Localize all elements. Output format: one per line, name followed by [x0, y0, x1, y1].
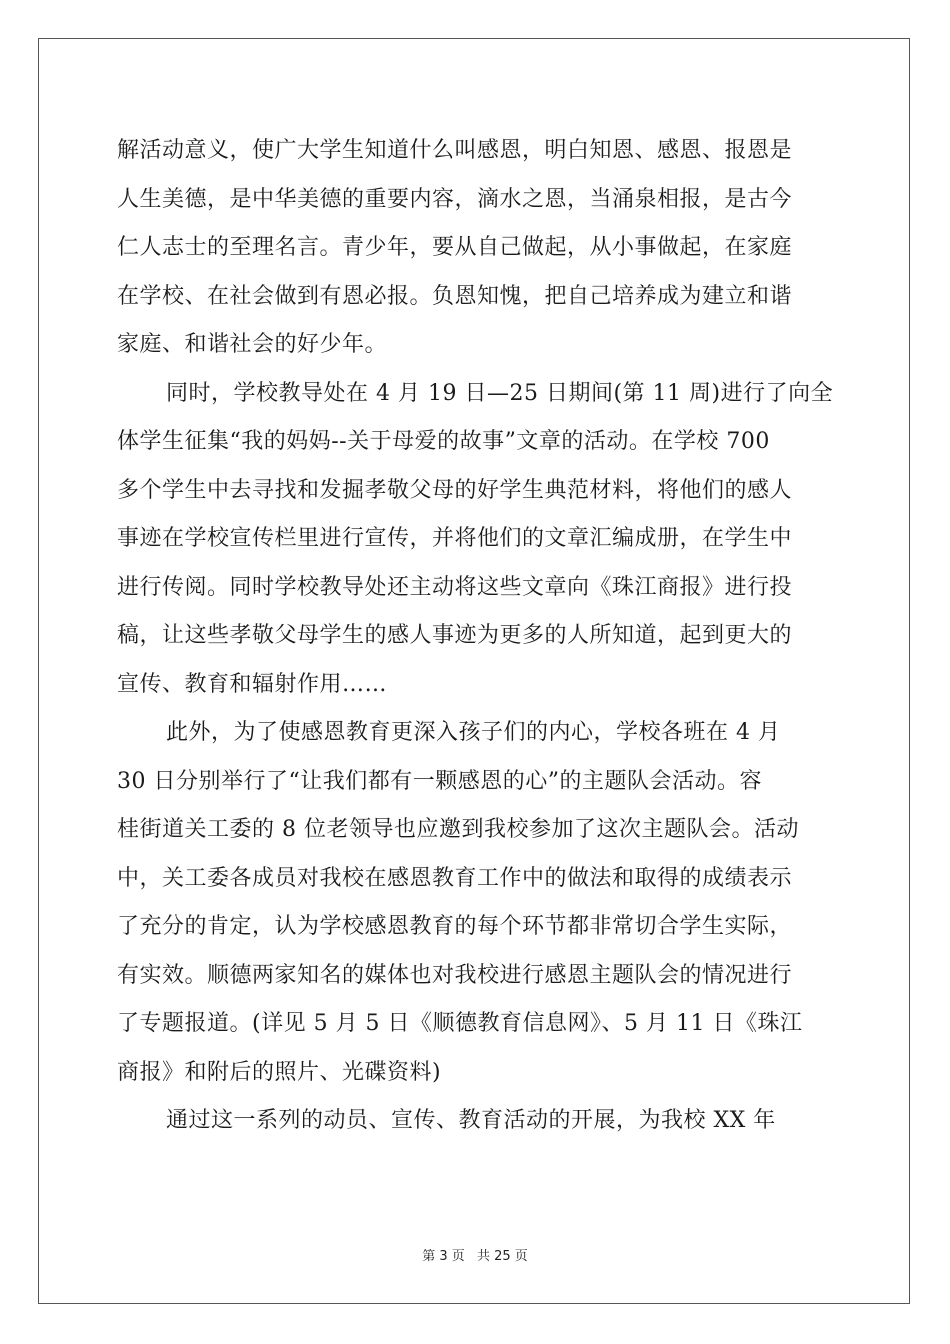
text-line: 了专题报道。(详见 5 月 5 日《顺德教育信息网》、5 月 11 日《珠江 — [117, 1011, 803, 1036]
text-line: 稿，让这些孝敬父母学生的感人事迹为更多的人所知道，起到更大的 — [117, 623, 793, 648]
page-number: 第 3 页 — [422, 1249, 465, 1264]
text-line: 有实效。顺德两家知名的媒体也对我校进行感恩主题队会的情况进行 — [117, 962, 793, 988]
page-footer — [0, 1245, 950, 1264]
text-line: 桂街道关工委的 8 位老领导也应邀到我校参加了这次主题队会。活动 — [117, 817, 799, 842]
text-line: 了充分的肯定，认为学校感恩教育的每个环节都非常切合学生实际， — [117, 914, 793, 939]
text-line: 进行传阅。同时学校教导处还主动将这些文章向《珠江商报》进行投 — [117, 574, 793, 600]
text-line: 多个学生中去寻找和发掘孝敬父母的好学生典范材料，将他们的感人 — [117, 477, 793, 503]
text-line: 家庭、和谐社会的好少年。 — [117, 332, 388, 357]
text-line: 宣传、教育和辐射作用…… — [117, 671, 388, 697]
text-line: 在学校、在社会做到有恩必报。负恩知愧，把自己培养成为建立和谐 — [117, 283, 793, 309]
text-line: 中，关工委各成员对我校在感恩教育工作中的做法和取得的成绩表示 — [117, 865, 793, 891]
text-line: 人生美德，是中华美德的重要内容，滴水之恩，当涌泉相报，是古今 — [117, 186, 793, 212]
paragraph-start-line: 此外，为了使感恩教育更深入孩子们的内心，学校各班在 4 月 — [166, 720, 781, 745]
text-line: 商报》和附后的照片、光碟资料) — [117, 1059, 442, 1085]
text-line: 仁人志士的至理名言。青少年，要从自己做起，从小事做起，在家庭 — [117, 235, 793, 260]
text-line: 体学生征集“我的妈妈--关于母爱的故事”文章的活动。在学校 700 — [117, 429, 770, 454]
text-line: 事迹在学校宣传栏里进行宣传，并将他们的文章汇编成册，在学生中 — [117, 526, 793, 551]
paragraph-start-line: 同时，学校教导处在 4 月 19 日—25 日期间(第 11 周)进行了向全 — [166, 380, 834, 406]
paragraph-start-line: 通过这一系列的动员、宣传、教育活动的开展，为我校 XX 年 — [166, 1108, 776, 1133]
document-body — [117, 127, 833, 1146]
text-line: 30 日分别举行了“让我们都有一颗感恩的心”的主题队会活动。容 — [117, 768, 762, 794]
text-line: 解活动意义，使广大学生知道什么叫感恩，明白知恩、感恩、报恩是 — [117, 138, 793, 163]
page-total: 共 25 页 — [476, 1249, 528, 1264]
